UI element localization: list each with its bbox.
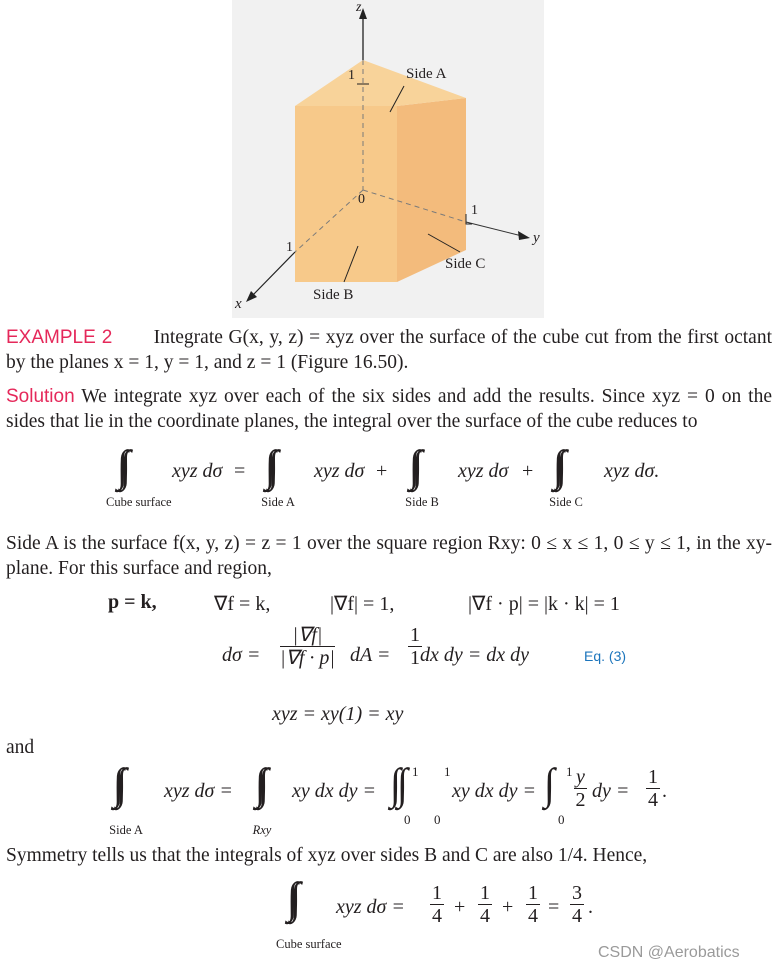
watermark: CSDN @Aerobatics (598, 944, 740, 961)
eq1-sub-side-c: Side C (549, 495, 583, 509)
eq3-num: |∇f| (280, 624, 335, 647)
example-text: Integrate G(x, y, z) = xyz over the surface of the cube cut from the first octant by the planes x = 1, y = 1, and z = 1 (Figure 16.50). (6, 327, 772, 373)
eq5-sub-rxy: Rxy (252, 823, 272, 837)
equation-side-a-integral: xyz dσ = xy dx dy = ∫∫ 1 0 1 0 xy dx dy = 1 0 $\frac{y}{2}$ dy = $\frac{1}{4}$ . Side A Rxy (112, 762, 672, 840)
eq6-plus-1: + (454, 896, 466, 918)
eq5-lim-hi-1: 1 (412, 764, 419, 779)
eq6-frac3-den: 4 (528, 905, 538, 927)
solution-paragraph (6, 384, 772, 434)
eq5-frac-two: 2 (575, 789, 586, 811)
example-statement (6, 325, 772, 375)
z-axis-label: z (356, 0, 362, 15)
eq5-lim-lo-2: 0 (434, 812, 441, 827)
example-label: EXAMPLE 2 (6, 327, 113, 348)
eq6-frac3-num: 1 (528, 882, 538, 904)
y-tick-label: 1 (471, 203, 478, 218)
eq3-den: |∇f · p| (280, 647, 335, 669)
eq1-integrand-3: xyz dσ (458, 460, 509, 482)
and-text: and (6, 737, 35, 758)
side-c-label: Side C (445, 256, 486, 272)
eq5-frac-four: 4 (648, 789, 658, 811)
eq6-frac4-num: 3 (572, 882, 582, 904)
eq2-norm: |∇f| = 1, (330, 593, 395, 615)
eq5-lim-hi-2: 1 (444, 764, 451, 779)
eq1-integrand-2: xyz dσ (314, 460, 365, 482)
eq5-frac-one: 1 (648, 766, 658, 788)
eq6-sub-cube: Cube surface (276, 937, 342, 951)
origin-label: 0 (358, 192, 365, 207)
cube-front-face (295, 106, 397, 282)
y-axis-label: y (533, 230, 540, 246)
equation-dsigma (222, 624, 662, 688)
eq1-integrand-1: xyz dσ (172, 460, 223, 482)
eq3-mid: dA = (350, 644, 391, 666)
side-a-label: Side A (406, 66, 447, 82)
eq6-frac4-den: 4 (572, 905, 582, 927)
eq1-sub-side-b: Side B (405, 495, 439, 509)
cube-right-face (397, 98, 466, 282)
eq5-frac-y: y (576, 766, 585, 788)
eq6-frac2-den: 4 (480, 905, 490, 927)
side-a-paragraph: Side A is the surface f(x, y, z) = z = 1 over the square region Rxy: 0 ≤ x ≤ 1, 0 ≤ y ≤ 1, in the xy-plane. For this surface and region, (6, 533, 772, 579)
eq5-mid2: xy dx dy = (452, 780, 537, 802)
eq6-plus-2: + (502, 896, 514, 918)
eq6-frac1-den: 4 (432, 905, 442, 927)
x-tick-label: 1 (286, 240, 293, 255)
eq1-integrand-4: xyz dσ (604, 460, 655, 482)
equation-xyz: xyz = xy(1) = xy (272, 703, 404, 725)
equation-surface-sum: xyz dσ = xyz dσ + xyz dσ + xyz dσ. Cube surface Side A Side B Side C (106, 460, 660, 509)
eq2-dot: |∇f · p| = |k · k| = 1 (468, 593, 620, 615)
eq5-lim-lo-3: 0 (558, 812, 565, 827)
x-axis-label: x (235, 296, 242, 312)
eq3-one-num: 1 (410, 624, 420, 646)
eq5-lim-hi-3: 1 (566, 764, 573, 779)
solution-text: We integrate xyz over each of the six sides and add the results. Since xyz = 0 on the sides that lie in the coordinate planes, the integral over the surface of the cube reduces to (6, 386, 772, 432)
eq5-lim-lo-1: 0 (404, 812, 411, 827)
eq2-p: p = k, (108, 591, 157, 613)
eq3-ref: Eq. (3) (584, 648, 627, 664)
solution-label: Solution (6, 386, 75, 407)
cube-figure (232, 0, 544, 318)
side-b-label: Side B (313, 287, 354, 303)
eq3-lhs: dσ = (222, 644, 261, 666)
equation-total: xyz dσ = $\frac{1}{4}$ + $\frac{1}{4}$ + $\frac{1}{4}$ = $\frac{3}{4}$ . Cube surface (276, 882, 593, 951)
z-tick-label: 1 (348, 68, 355, 83)
eq5-mid: xy dx dy = (292, 780, 377, 802)
eq2-grad: ∇f = k, (214, 593, 271, 615)
eq6-equals: = (548, 896, 560, 918)
eq5-lhs: xyz dσ = (164, 780, 233, 802)
eq5-sub-side-a: Side A (109, 823, 143, 837)
equation-normals (108, 591, 688, 619)
eq6-lhs: xyz dσ = (336, 896, 405, 918)
eq5-dy: dy = (592, 780, 630, 802)
symmetry-paragraph: Symmetry tells us that the integrals of xyz over sides B and C are also 1/4. Hence, (6, 845, 648, 866)
eq1-sub-side-a: Side A (261, 495, 295, 509)
eq6-frac2-num: 1 (480, 882, 490, 904)
eq1-sub-cube: Cube surface (106, 495, 172, 509)
eq3-one-den: 1 (410, 647, 420, 669)
eq6-frac1-num: 1 (432, 882, 442, 904)
eq3-rhs: dx dy = dx dy (420, 644, 530, 666)
